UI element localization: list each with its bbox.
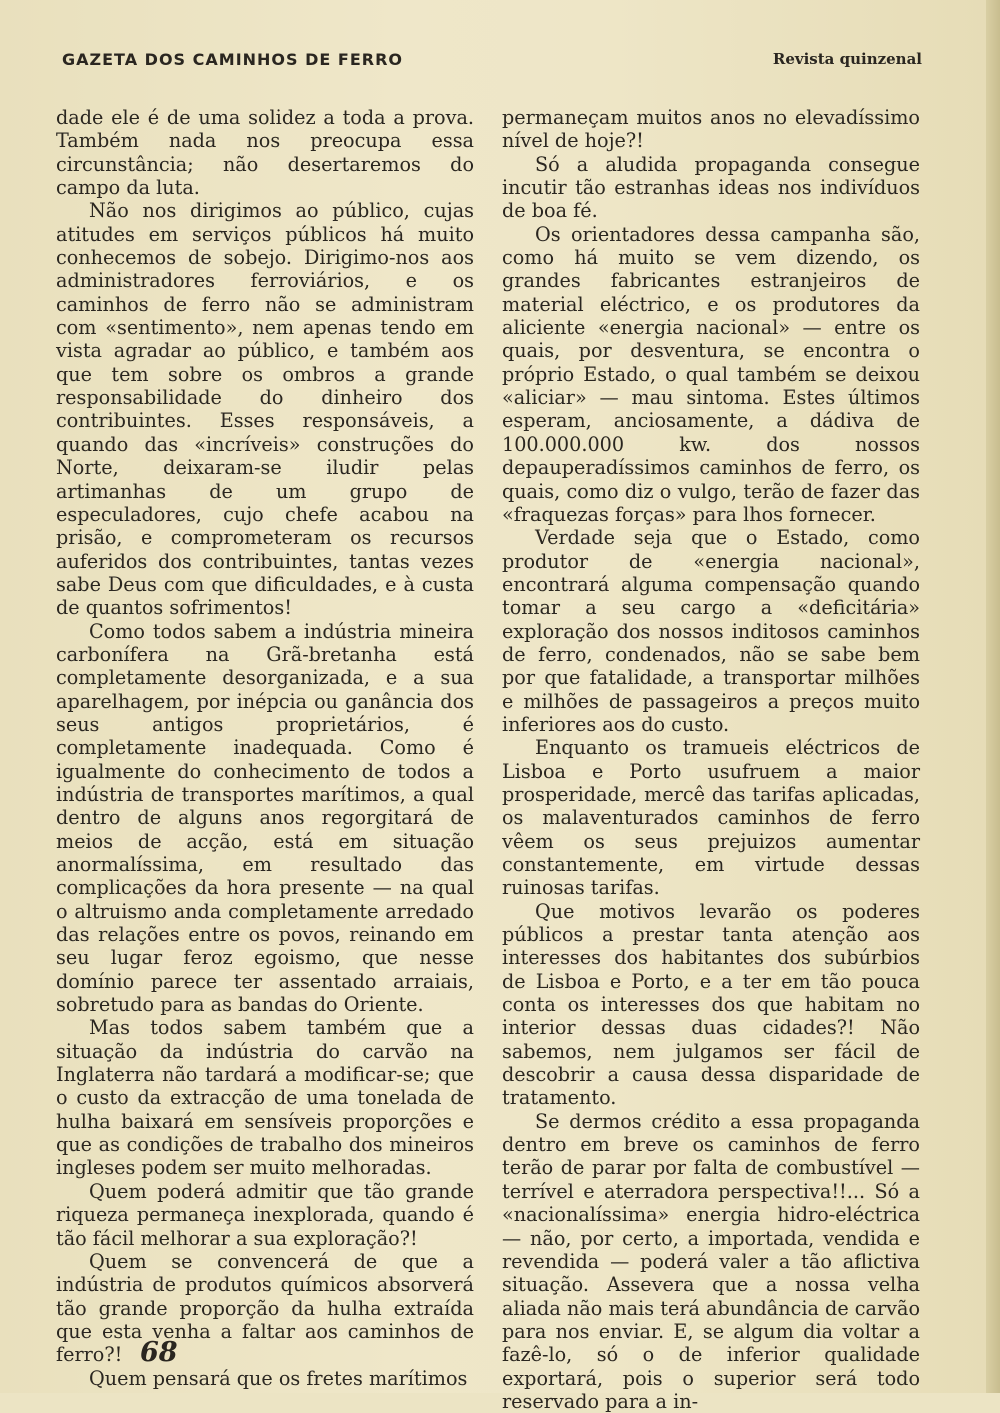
journal-subtitle: Revista quinzenal	[772, 50, 922, 68]
page-number: 68	[140, 1337, 178, 1368]
paragraph: Quem poderá admitir que tão grande riqueza permaneça inexplorada, quando é tão fácil melhorar a sua exploração?!	[56, 1179, 474, 1250]
paragraph: Os orientadores dessa campanha são, como há muito se vem dizendo, os grandes fabricantes estranjeiros de material eléctrico, e os produtores da aliciente «energia nacional» — entre os quais, por desventura, se encontra o próprio Estado, o qual também se deixou «aliciar» — mau sintoma. Estes últimos esperam, anciosamente, a dádiva de 100.000.000 kw. dos nossos depauperadíssimos caminhos de ferro, os quais, como diz o vulgo, terão de fazer das «fraquezas forças» para lhos fornecer.	[502, 222, 920, 526]
paragraph: Só a aludida propaganda consegue incutir tão estranhas ideas nos indivíduos de boa fé.	[502, 152, 920, 223]
paragraph: Mas todos sabem também que a situação da indústria do carvão na Inglaterra não tardará a modificar-se; que o custo da extracção de uma tonelada de hulha baixará em sensíveis proporções e que as condições de trabalho dos mineiros ingleses podem ser muito melhoradas.	[56, 1016, 474, 1180]
paragraph: Enquanto os tramueis eléctricos de Lisboa e Porto usufruem a maior prosperidade, mercê das tarifas aplicadas, os malaventurados caminhos de ferro vêem os seus prejuizos aumentar constantemente, em virtude dessas ruinosas tarifas.	[502, 736, 920, 900]
page-edge	[986, 0, 1000, 1393]
paragraph: dade ele é de uma solidez a toda a prova. Também nada nos preocupa essa circunstância; não desertaremos do campo da luta.	[56, 106, 474, 200]
paragraph: Quem pensará que os fretes marítimos	[89, 1366, 468, 1390]
paragraph: permaneçam muitos anos no elevadíssimo nível de hoje?!	[502, 106, 920, 153]
left-column	[56, 106, 474, 1390]
paragraph: Se dermos crédito a essa propaganda dentro em breve os caminhos de ferro terão de parar por falta de combustível — terrível e aterradora perspectiva!!... Só a «nacionalíssima» energia hidro-eléctrica — não, por certo, a importada, vendida e revendida — poderá valer a tão aflictiva situação. Assevera que a nossa velha aliada não mais terá abundância de carvão para nos enviar. E, se algum dia voltar a fazê-lo, só o de inferior qualidade exportará, pois o superior será todo reservado para a in-	[502, 1109, 920, 1413]
running-header	[62, 50, 924, 74]
paragraph: Não nos dirigimos ao público, cujas atitudes em serviços públicos há muito conhecemos de sobejo. Dirigimo-nos aos administradores ferroviários, e os caminhos de ferro não se administram com «sentimento», nem apenas tendo em vista agradar ao público, e também aos que tem sobre os ombros a grande responsabilidade do dinheiro dos contribuintes. Esses responsáveis, a quando das «incríveis» construções do Norte, deixaram-se iludir pelas artimanhas de um grupo de especuladores, cujo chefe acabou na prisão, e comprometeram os recursos auferidos dos contribuintes, tantas vezes sabe Deus com que dificuldades, e à custa de quantos sofrimentos!	[56, 199, 474, 620]
paragraph: Que motivos levarão os poderes públicos a prestar tanta atenção aos interesses dos habitantes dos subúrbios de Lisboa e Porto, e a ter em tão pouca conta os interesses dos que habitam no interior dessas duas cidades?! Não sabemos, nem julgamos ser fácil de descobrir a causa dessa disparidade de tratamento.	[502, 899, 920, 1110]
paragraph: Quem se convencerá de que a indústria de produtos químicos absorverá tão grande proporção da hulha extraída que esta venha a faltar aos caminhos de ferro?!	[56, 1249, 474, 1367]
right-column	[502, 106, 920, 1413]
paragraph: Verdade seja que o Estado, como produtor de «energia nacional», encontrará alguma compensação quando tomar a seu cargo a «deficitária» exploração dos nossos inditosos caminhos de ferro, condenados, não se sabe bem por que fatalidade, a transportar milhões e milhões de passageiros a preços muito inferiores aos do custo.	[502, 526, 920, 736]
journal-title: GAZETA DOS CAMINHOS DE FERRO	[62, 50, 404, 69]
paragraph: Como todos sabem a indústria mineira carbonífera na Grã-bretanha está completamente desorganizada, e a sua aparelhagem, por inépcia ou ganância dos seus antigos proprietários, é completamente inadequada. Como é igualmente do conhecimento de todos a indústria de transportes marítimos, a qual dentro de alguns anos regorgitará de meios de acção, está em situação anormalíssima, em resultado das complicações da hora presente — na qual o altruismo anda completamente arredado das relações entre os povos, reinando em seu lugar feroz egoismo, que nesse domínio parece ter assentado arraiais, sobretudo para as bandas do Oriente.	[56, 619, 474, 1017]
